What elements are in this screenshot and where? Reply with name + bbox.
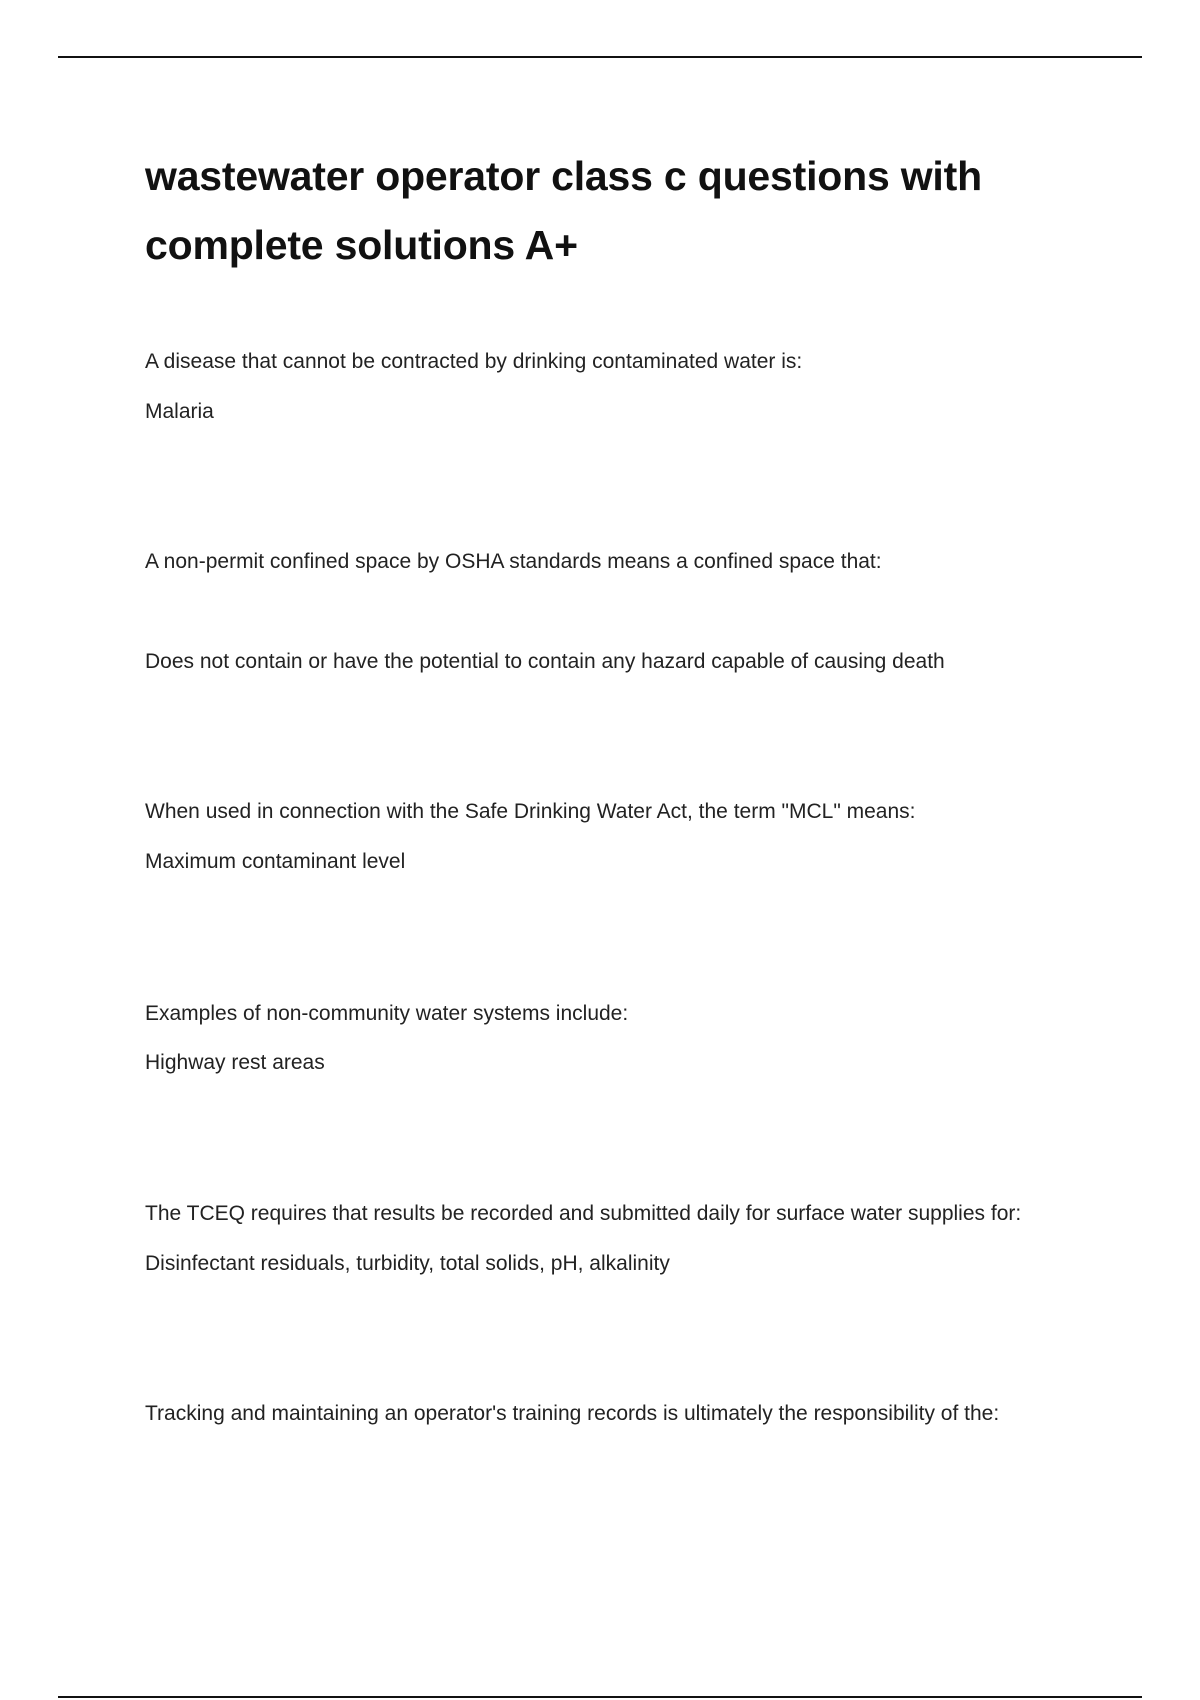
document-title: wastewater operator class c questions with complete solutions A+ <box>145 153 982 268</box>
answer-5: Disinfectant residuals, turbidity, total solids, pH, alkalinity <box>145 1252 670 1275</box>
question-2: A non-permit confined space by OSHA standards means a confined space that: <box>145 550 882 573</box>
answer-3: Maximum contaminant level <box>145 850 406 873</box>
question-4: Examples of non-community water systems include: <box>145 1002 629 1025</box>
question-6: Tracking and maintaining an operator's training records is ultimately the responsibility of the: <box>145 1402 1000 1425</box>
question-1: A disease that cannot be contracted by drinking contaminated water is: <box>145 350 803 373</box>
answer-2: Does not contain or have the potential to contain any hazard capable of causing death <box>145 650 945 673</box>
header-rule <box>58 56 1142 58</box>
footer-rule <box>58 1696 1142 1698</box>
answer-4: Highway rest areas <box>145 1051 325 1074</box>
question-3: When used in connection with the Safe Drinking Water Act, the term "MCL" means: <box>145 800 916 823</box>
question-5: The TCEQ requires that results be recorded and submitted daily for surface water supplies for: <box>145 1202 1022 1225</box>
answer-1: Malaria <box>145 400 214 423</box>
